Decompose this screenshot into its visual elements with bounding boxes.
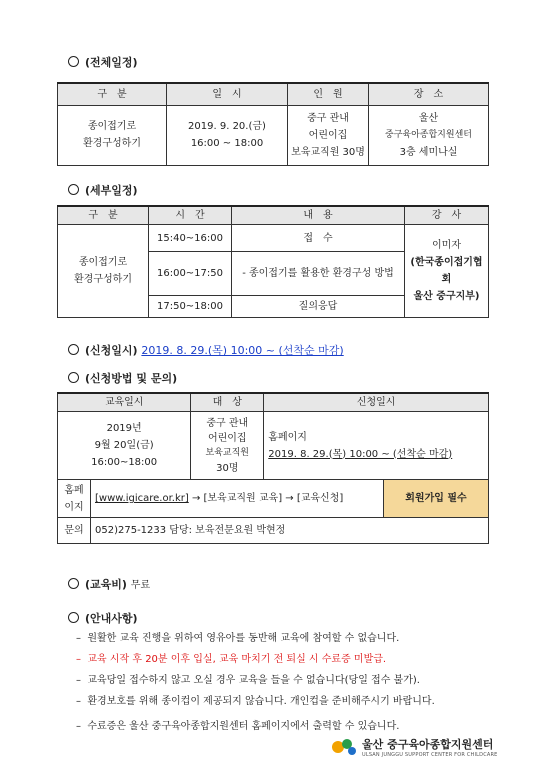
homepage-link[interactable]: [www.igicare.or.kr] — [95, 493, 189, 504]
fee-heading: (교육비) 무료 — [68, 576, 150, 592]
guide-heading: (안내사항) — [68, 610, 138, 626]
center-logo — [330, 736, 498, 758]
detail-content: 질의응답 — [232, 296, 405, 318]
edu-datetime: 2019년 9월 20일(금) 16:00~18:00 — [58, 412, 191, 480]
center-logo-icon — [330, 736, 358, 758]
detail-content: 접 수 — [232, 225, 405, 252]
guide-item: – 환경보호를 위해 종이컵이 제공되지 않습니다. 개인컵을 준비해주시기 바랍니다. — [76, 696, 435, 707]
apply-period-heading: (신청일시) 2019. 8. 29.(목) 10:00 ~ (선착순 마감) — [68, 342, 344, 358]
guide-item: – 교육당일 접수하지 않고 오실 경우 교육을 들을 수 없습니다(당일 접수 불가). — [76, 675, 420, 686]
schedule-category: 종이접기로 환경구성하기 — [58, 105, 167, 165]
detail-time: 16:00~17:50 — [149, 252, 232, 296]
apply-period-value: 2019. 8. 29.(목) 10:00 ~ (선착순 마감) — [141, 344, 344, 357]
schedule-heading: (전체일정) — [68, 54, 138, 70]
apply-method-heading: (신청방법 및 문의) — [68, 370, 177, 386]
detail-table: 구 분 시 간 내 용 강 사 종이접기로 환경구성하기 15:40~16:00 접 수 이미자 (한국종이접기협회 울산 중구지부) 16:00~17:50 - 종이접기를 활용한 환경구성 방법 17:50~18:00 질의응답 — [57, 205, 489, 318]
guide-item: – 교육 시작 후 20분 이후 입실, 교육 마치기 전 퇴실 시 수료증 미발급. — [76, 654, 387, 665]
inquiry-label: 문의 — [58, 518, 91, 544]
homepage-path: [www.igicare.or.kr] → [보육교직원 교육] → [교육신청] — [91, 480, 384, 518]
detail-content: - 종이접기를 활용한 환경구성 방법 — [232, 252, 405, 296]
schedule-table: 구 분 일 시 인 원 장 소 종이접기로 환경구성하기 2019. 9. 20.(금) 16:00 ~ 18:00 중구 관내 어린이집 보육교직원 30명 울산 중구육아종합지원센터 3층 세미나실 — [57, 82, 489, 166]
apply-table: 교육일시 대 상 신청일시 2019년 9월 20일(금) 16:00~18:00 중구 관내 어린이집 보육교직원 30명 홈페이지 2019. 8. 29.(목) 10:00 ~ (선착순 마감) 홈페 이지 [www.igicare.or.kr] → [보육교직원 교육] → [교육신청] 회원가입 필수 문의 052)275-1233 담당: 보육전문요원 박현정 — [57, 392, 489, 544]
detail-category: 종이접기로 환경구성하기 — [58, 225, 149, 318]
signup-required-badge: 회원가입 필수 — [384, 480, 489, 518]
center-logo-sub: ULSAN JUNGGU SUPPORT CENTER FOR CHILDCARE — [362, 752, 498, 758]
schedule-place: 울산 중구육아종합지원센터 3층 세미나실 — [369, 105, 489, 165]
homepage-label: 홈페 이지 — [58, 480, 91, 518]
guide-item: – 수료증은 울산 중구육아종합지원센터 홈페이지에서 출력할 수 있습니다. — [76, 721, 400, 732]
schedule-datetime: 2019. 9. 20.(금) 16:00 ~ 18:00 — [167, 105, 288, 165]
target: 중구 관내 어린이집 보육교직원 30명 — [191, 412, 264, 480]
guide-item: – 원활한 교육 진행을 위하여 영유아를 동반해 교육에 참여할 수 없습니다. — [76, 633, 400, 644]
fee-value: 무료 — [130, 580, 151, 591]
apply-info: 홈페이지 2019. 8. 29.(목) 10:00 ~ (선착순 마감) — [264, 412, 489, 480]
detail-heading: (세부일정) — [68, 182, 138, 198]
schedule-people: 중구 관내 어린이집 보육교직원 30명 — [288, 105, 369, 165]
inquiry-value: 052)275-1233 담당: 보육전문요원 박현정 — [91, 518, 489, 544]
center-logo-name: 울산 중구육아종합지원센터 — [362, 738, 494, 751]
guide-list — [76, 628, 435, 737]
detail-time: 15:40~16:00 — [149, 225, 232, 252]
detail-time: 17:50~18:00 — [149, 296, 232, 318]
detail-instructor: 이미자 (한국종이접기협회 울산 중구지부) — [405, 225, 489, 318]
